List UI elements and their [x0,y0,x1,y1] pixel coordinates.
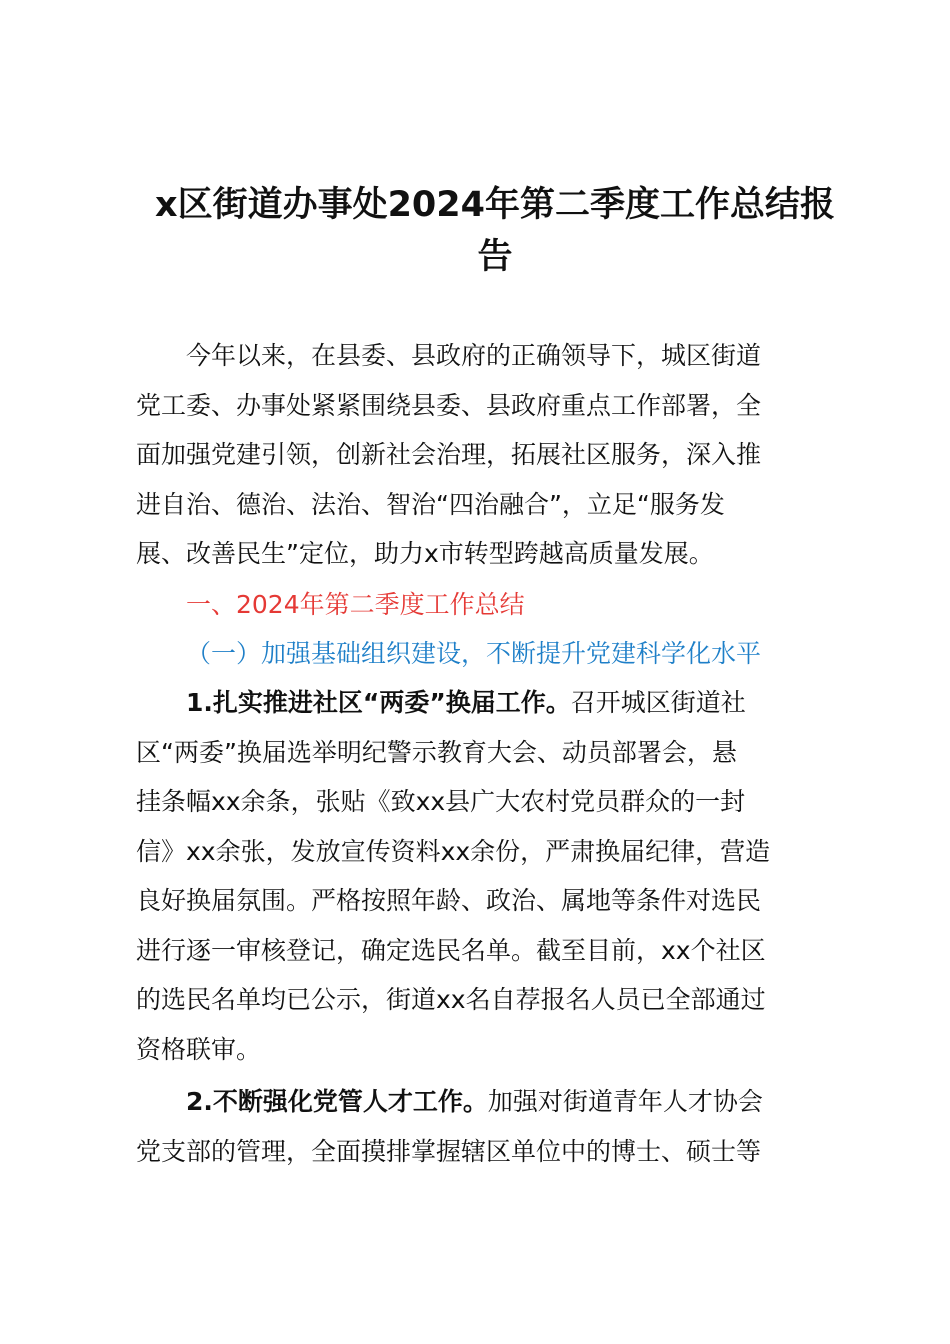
paragraph-line: 党支部的管理，全面摸排掌握辖区单位中的博士、硕士等 [136,1137,762,1166]
intro-line: 展、改善民生”定位，助力x市转型跨越高质量发展。 [136,539,714,568]
paragraph-line: 资格联审。 [136,1035,262,1064]
paragraph-line: 信》xx余张，发放宣传资料xx余份，严肃换届纪律，营造 [136,837,771,866]
item-heading: 2.不断强化党管人才工作。 [186,1087,488,1116]
section-heading: 一、2024年第二季度工作总结 [186,590,525,619]
paragraph-line [186,1085,886,1119]
paragraph-line: 进行逐一审核登记，确定选民名单。截至目前，xx个社区 [136,936,766,965]
subsection-heading: （一）加强基础组织建设，不断提升党建科学化水平 [186,639,762,668]
paragraph-text: 加强对街道青年人才协会 [487,1087,763,1116]
paragraph-line: 良好换届氛围。严格按照年龄、政治、属地等条件对选民 [136,886,762,915]
document-title-line-1: x区街道办事处2024年第二季度工作总结报 [155,185,835,225]
paragraph-line [186,686,886,720]
paragraph-line: 的选民名单均已公示，街道xx名自荐报名人员已全部通过 [136,985,766,1014]
document-title-line-2: 告 [477,237,513,277]
paragraph-text: 召开城区街道社 [570,688,746,717]
intro-line: 面加强党建引领，创新社会治理，拓展社区服务，深入推 [136,440,762,469]
intro-line: 进自治、德治、法治、智治“四治融合”，立足“服务发 [136,490,725,519]
paragraph-line: 挂条幅xx余条，张贴《致xx县广大农村党员群众的一封 [136,787,746,816]
intro-line: 党工委、办事处紧紧围绕县委、县政府重点工作部署，全 [136,391,762,420]
paragraph-line: 区“两委”换届选举明纪警示教育大会、动员部署会，悬 [136,738,737,767]
item-heading: 1.扎实推进社区“两委”换届工作。 [186,688,571,717]
intro-line: 今年以来，在县委、县政府的正确领导下，城区街道 [186,341,762,370]
